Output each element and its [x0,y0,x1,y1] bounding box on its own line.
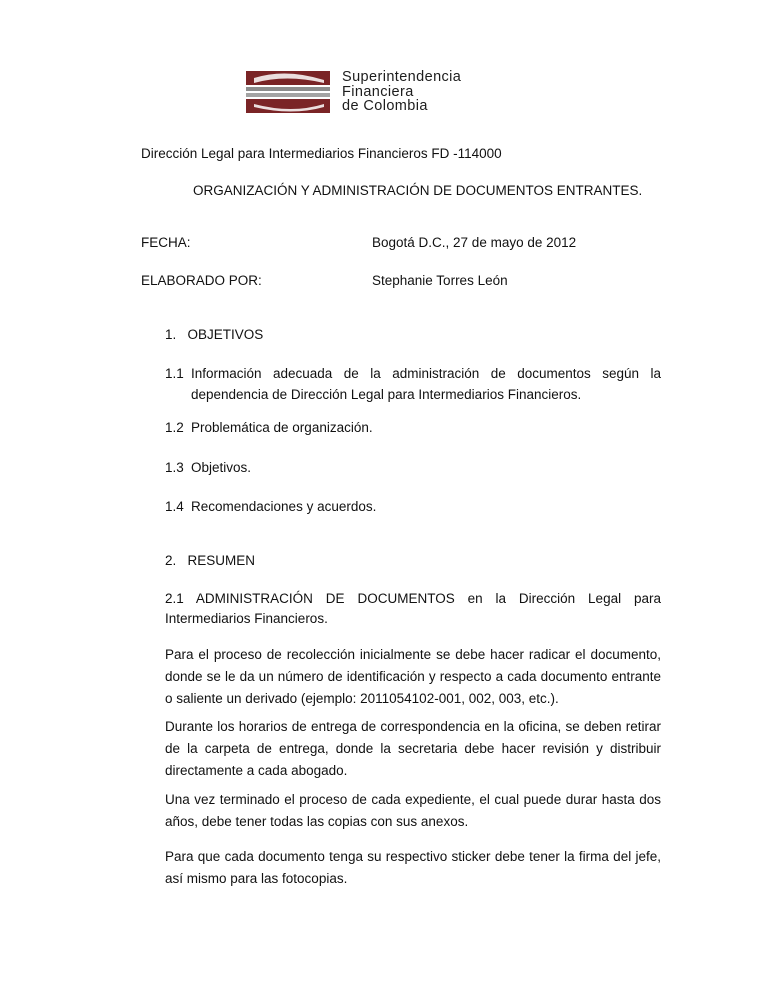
objective-text: Problemática de organización. [191,420,373,435]
objective-text: Información adecuada de la administración de documentos según la dependencia de Dirección Legal para Intermediarios Financieros. [191,366,661,402]
section-2-heading: 2. RESUMEN [165,553,256,568]
objective-text: Objetivos. [191,460,252,475]
summary-paragraph: Para que cada documento tenga su respectivo sticker debe tener la firma del jefe, así mismo para las fotocopias. [165,849,661,886]
subsection-2-1-title-cont: Intermediarios Financieros. [165,611,328,626]
date-value: Bogotá D.C., 27 de mayo de 2012 [372,235,577,250]
summary-paragraph: Durante los horarios de entrega de correspondencia en la oficina, se deben retirar de la carpeta de entrega, donde la secretaria debe hacer revisión y distribuir directamente a cada abogado. [165,719,661,778]
logo-line-2: Financiera [342,83,414,100]
section-1-heading: 1. OBJETIVOS [165,327,264,342]
superintendencia-logo [246,68,546,116]
objective-text: Recomendaciones y acuerdos. [191,499,377,514]
subsection-2-1-title: 2.1 ADMINISTRACIÓN DE DOCUMENTOS en la Dirección Legal para [165,591,661,606]
logo-line-1: Superintendencia [342,69,462,85]
objective-number: 1.2 [165,420,184,435]
logo-line-3: de Colombia [342,98,428,114]
author-label: ELABORADO POR: [141,273,262,288]
objective-number: 1.3 [165,460,184,475]
objective-number: 1.4 [165,499,184,514]
department-line: Dirección Legal para Intermediarios Financieros FD -114000 [141,146,502,161]
summary-paragraph: Una vez terminado el proceso de cada expediente, el cual puede durar hasta dos años, debe tener todas las copias con sus anexos. [165,792,661,829]
date-label: FECHA: [141,235,191,250]
summary-paragraph: Para el proceso de recolección inicialmente se debe hacer radicar el documento, donde se le da un número de identificación y respecto a cada documento entrante o saliente un derivado (ejemplo: 2011054102-001, 002, 003, etc.). [165,647,661,706]
document-title: ORGANIZACIÓN Y ADMINISTRACIÓN DE DOCUMENTOS ENTRANTES. [193,183,643,198]
author-value: Stephanie Torres León [372,273,508,288]
logo-emblem-icon [246,68,336,116]
objective-number: 1.1 [165,366,184,381]
